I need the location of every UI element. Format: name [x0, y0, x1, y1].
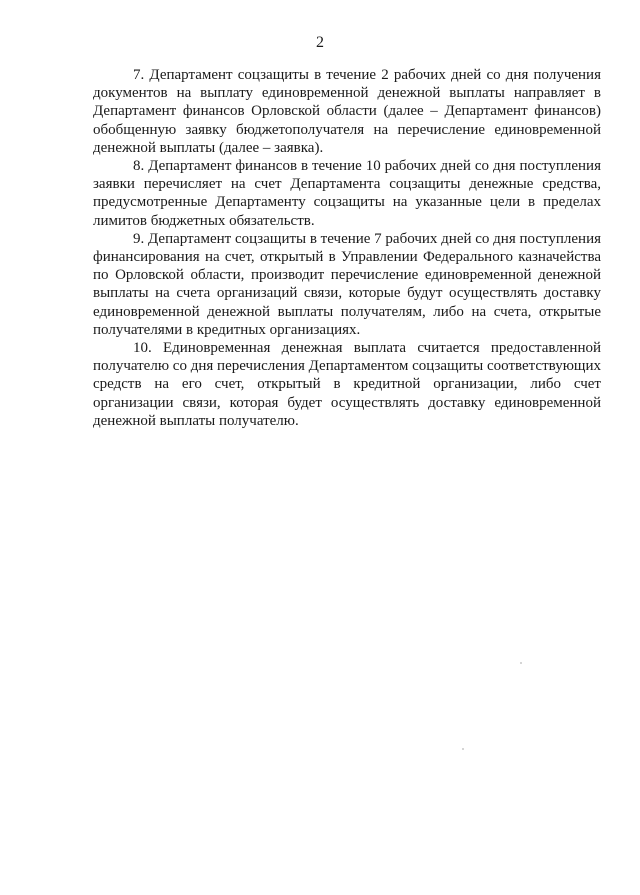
scan-speck [462, 748, 464, 750]
paragraph-7: 7. Департамент соцзащиты в течение 2 рабочих дней со дня получения документов на выплату единовременной денежной выплаты направляет в Департамент финансов Орловской области (далее – Департамент финансов) обобщенную заявку бюджетополучателя на перечисление единовременной денежной выплаты (далее – заявка). [93, 67, 601, 156]
page-number: 2 [316, 34, 324, 51]
scan-speck [520, 662, 522, 664]
paragraph-10: 10. Единовременная денежная выплата считается предоставленной получателю со дня перечисления Департаментом соцзащиты соответствующих средств на его счет, открытый в кредитной организации, либо счет организации связи, которая будет осуществлять доставку единовременной денежной выплаты получателю. [93, 340, 601, 429]
paragraph-9: 9. Департамент соцзащиты в течение 7 рабочих дней со дня поступления финансирования на счет, открытый в Управлении Федерального казначейства по Орловской области, производит перечисление единовременной денежной выплаты на счета организаций связи, которые будут осуществлять доставку единовременной денежной выплаты получателям, либо на счета, открытые получателями в кредитных организациях. [93, 230, 602, 338]
paragraph-8: 8. Департамент финансов в течение 10 рабочих дней со дня поступления заявки перечисляет на счет Департамента соцзащиты денежные средства, предусмотренные Департаменту соцзащиты на указанные цели в пределах лимитов бюджетных обязательств. [93, 158, 601, 229]
document-body [93, 66, 601, 430]
